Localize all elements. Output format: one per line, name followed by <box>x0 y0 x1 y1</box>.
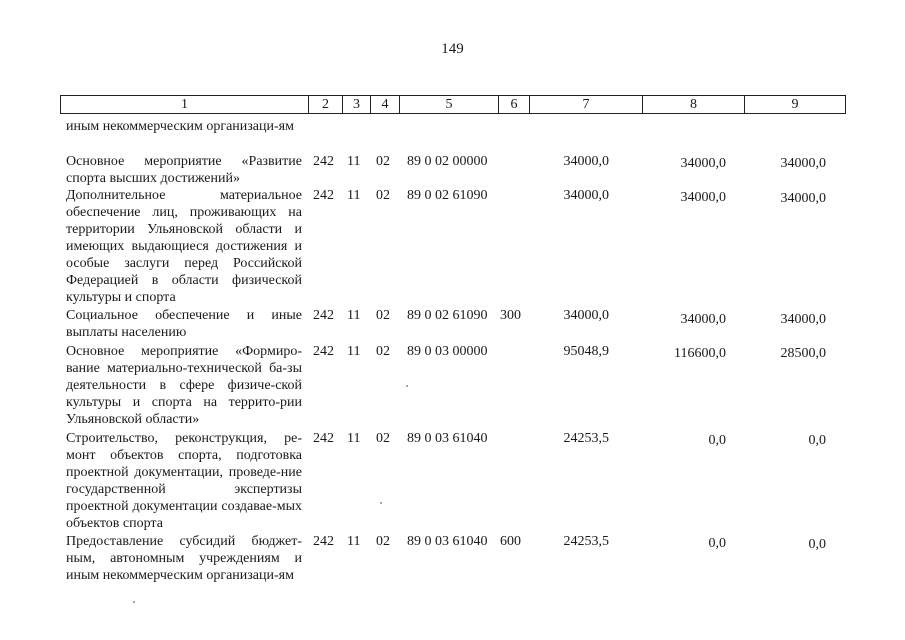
scan-speck <box>380 502 382 504</box>
row-col-4: 02 <box>376 534 390 549</box>
header-col-6: 6 <box>498 96 529 113</box>
row-col-7: 34000,0 <box>563 188 609 203</box>
row-description: Предоставление субсидий бюджет-ным, автономным учреждениям и иным некоммерческим организаци-ям <box>66 534 302 583</box>
row-description: Основное мероприятие «Развитие спорта высших достижений» <box>66 154 302 186</box>
header-col-4: 4 <box>370 96 399 113</box>
row-col-5: 89 0 03 00000 <box>407 344 488 359</box>
row-col-3: 11 <box>347 344 361 359</box>
continuation-text: иным некоммерческим организаци-ям <box>66 119 294 134</box>
table-header-row <box>60 95 846 114</box>
row-col-2: 242 <box>313 188 334 203</box>
row-col-3: 11 <box>347 188 361 203</box>
row-col-4: 02 <box>376 431 390 446</box>
row-col-2: 242 <box>313 154 334 169</box>
row-col-9: 34000,0 <box>780 156 826 171</box>
row-col-7: 24253,5 <box>563 534 609 549</box>
row-col-3: 11 <box>347 154 361 169</box>
row-col-5: 89 0 02 61090 <box>407 188 488 203</box>
row-description: Социальное обеспечение и иные выплаты населению <box>66 308 302 340</box>
row-description: Строительство, реконструкция, ре-монт объектов спорта, подготовка проектной документации, проведе-ние государственной экспертизы проектной документации создавае-мых объектов спорта <box>66 431 302 531</box>
row-col-4: 02 <box>376 344 390 359</box>
row-col-7: 24253,5 <box>563 431 609 446</box>
row-col-4: 02 <box>376 154 390 169</box>
header-col-9: 9 <box>744 96 845 113</box>
row-col-3: 11 <box>347 534 361 549</box>
row-col-5: 89 0 02 61090 <box>407 308 488 323</box>
row-col-3: 11 <box>347 431 361 446</box>
scan-speck <box>133 601 135 603</box>
row-col-8: 34000,0 <box>680 190 726 205</box>
row-col-7: 95048,9 <box>563 344 609 359</box>
row-col-8: 0,0 <box>708 433 726 448</box>
header-col-2: 2 <box>308 96 342 113</box>
row-col-7: 34000,0 <box>563 154 609 169</box>
row-col-5: 89 0 03 61040 <box>407 534 488 549</box>
row-col-4: 02 <box>376 188 390 203</box>
row-col-6: 300 <box>500 308 521 323</box>
scan-speck <box>406 385 408 387</box>
row-col-7: 34000,0 <box>563 308 609 323</box>
row-col-2: 242 <box>313 431 334 446</box>
row-description: Дополнительное материальное обеспечение лиц, проживающих на территории Ульяновской области и имеющих выдающиеся достижения и особые заслуги перед Российской Федерацией в области физической культуры и спорта <box>66 188 302 305</box>
header-col-3: 3 <box>342 96 370 113</box>
header-col-5: 5 <box>399 96 498 113</box>
header-col-8: 8 <box>642 96 744 113</box>
row-col-3: 11 <box>347 308 361 323</box>
row-col-2: 242 <box>313 308 334 323</box>
row-col-8: 116600,0 <box>674 346 726 361</box>
row-col-6: 600 <box>500 534 521 549</box>
header-col-1: 1 <box>181 97 188 112</box>
row-col-2: 242 <box>313 344 334 359</box>
row-col-9: 34000,0 <box>780 312 826 327</box>
row-col-8: 34000,0 <box>680 156 726 171</box>
row-col-9: 34000,0 <box>780 191 826 206</box>
row-col-2: 242 <box>313 534 334 549</box>
row-col-8: 34000,0 <box>680 312 726 327</box>
row-col-4: 02 <box>376 308 390 323</box>
row-col-5: 89 0 03 61040 <box>407 431 488 446</box>
page-number: 149 <box>441 41 464 57</box>
row-description: Основное мероприятие «Формиро-вание материально-технической ба-зы деятельности в сфере физиче-ской культуры и спорта на террито-рии Ульяновской области» <box>66 344 302 427</box>
row-col-9: 28500,0 <box>780 346 826 361</box>
header-col-7: 7 <box>529 96 642 113</box>
row-col-5: 89 0 02 00000 <box>407 154 488 169</box>
row-col-8: 0,0 <box>708 536 726 551</box>
row-col-9: 0,0 <box>808 433 826 448</box>
row-col-9: 0,0 <box>808 537 826 552</box>
